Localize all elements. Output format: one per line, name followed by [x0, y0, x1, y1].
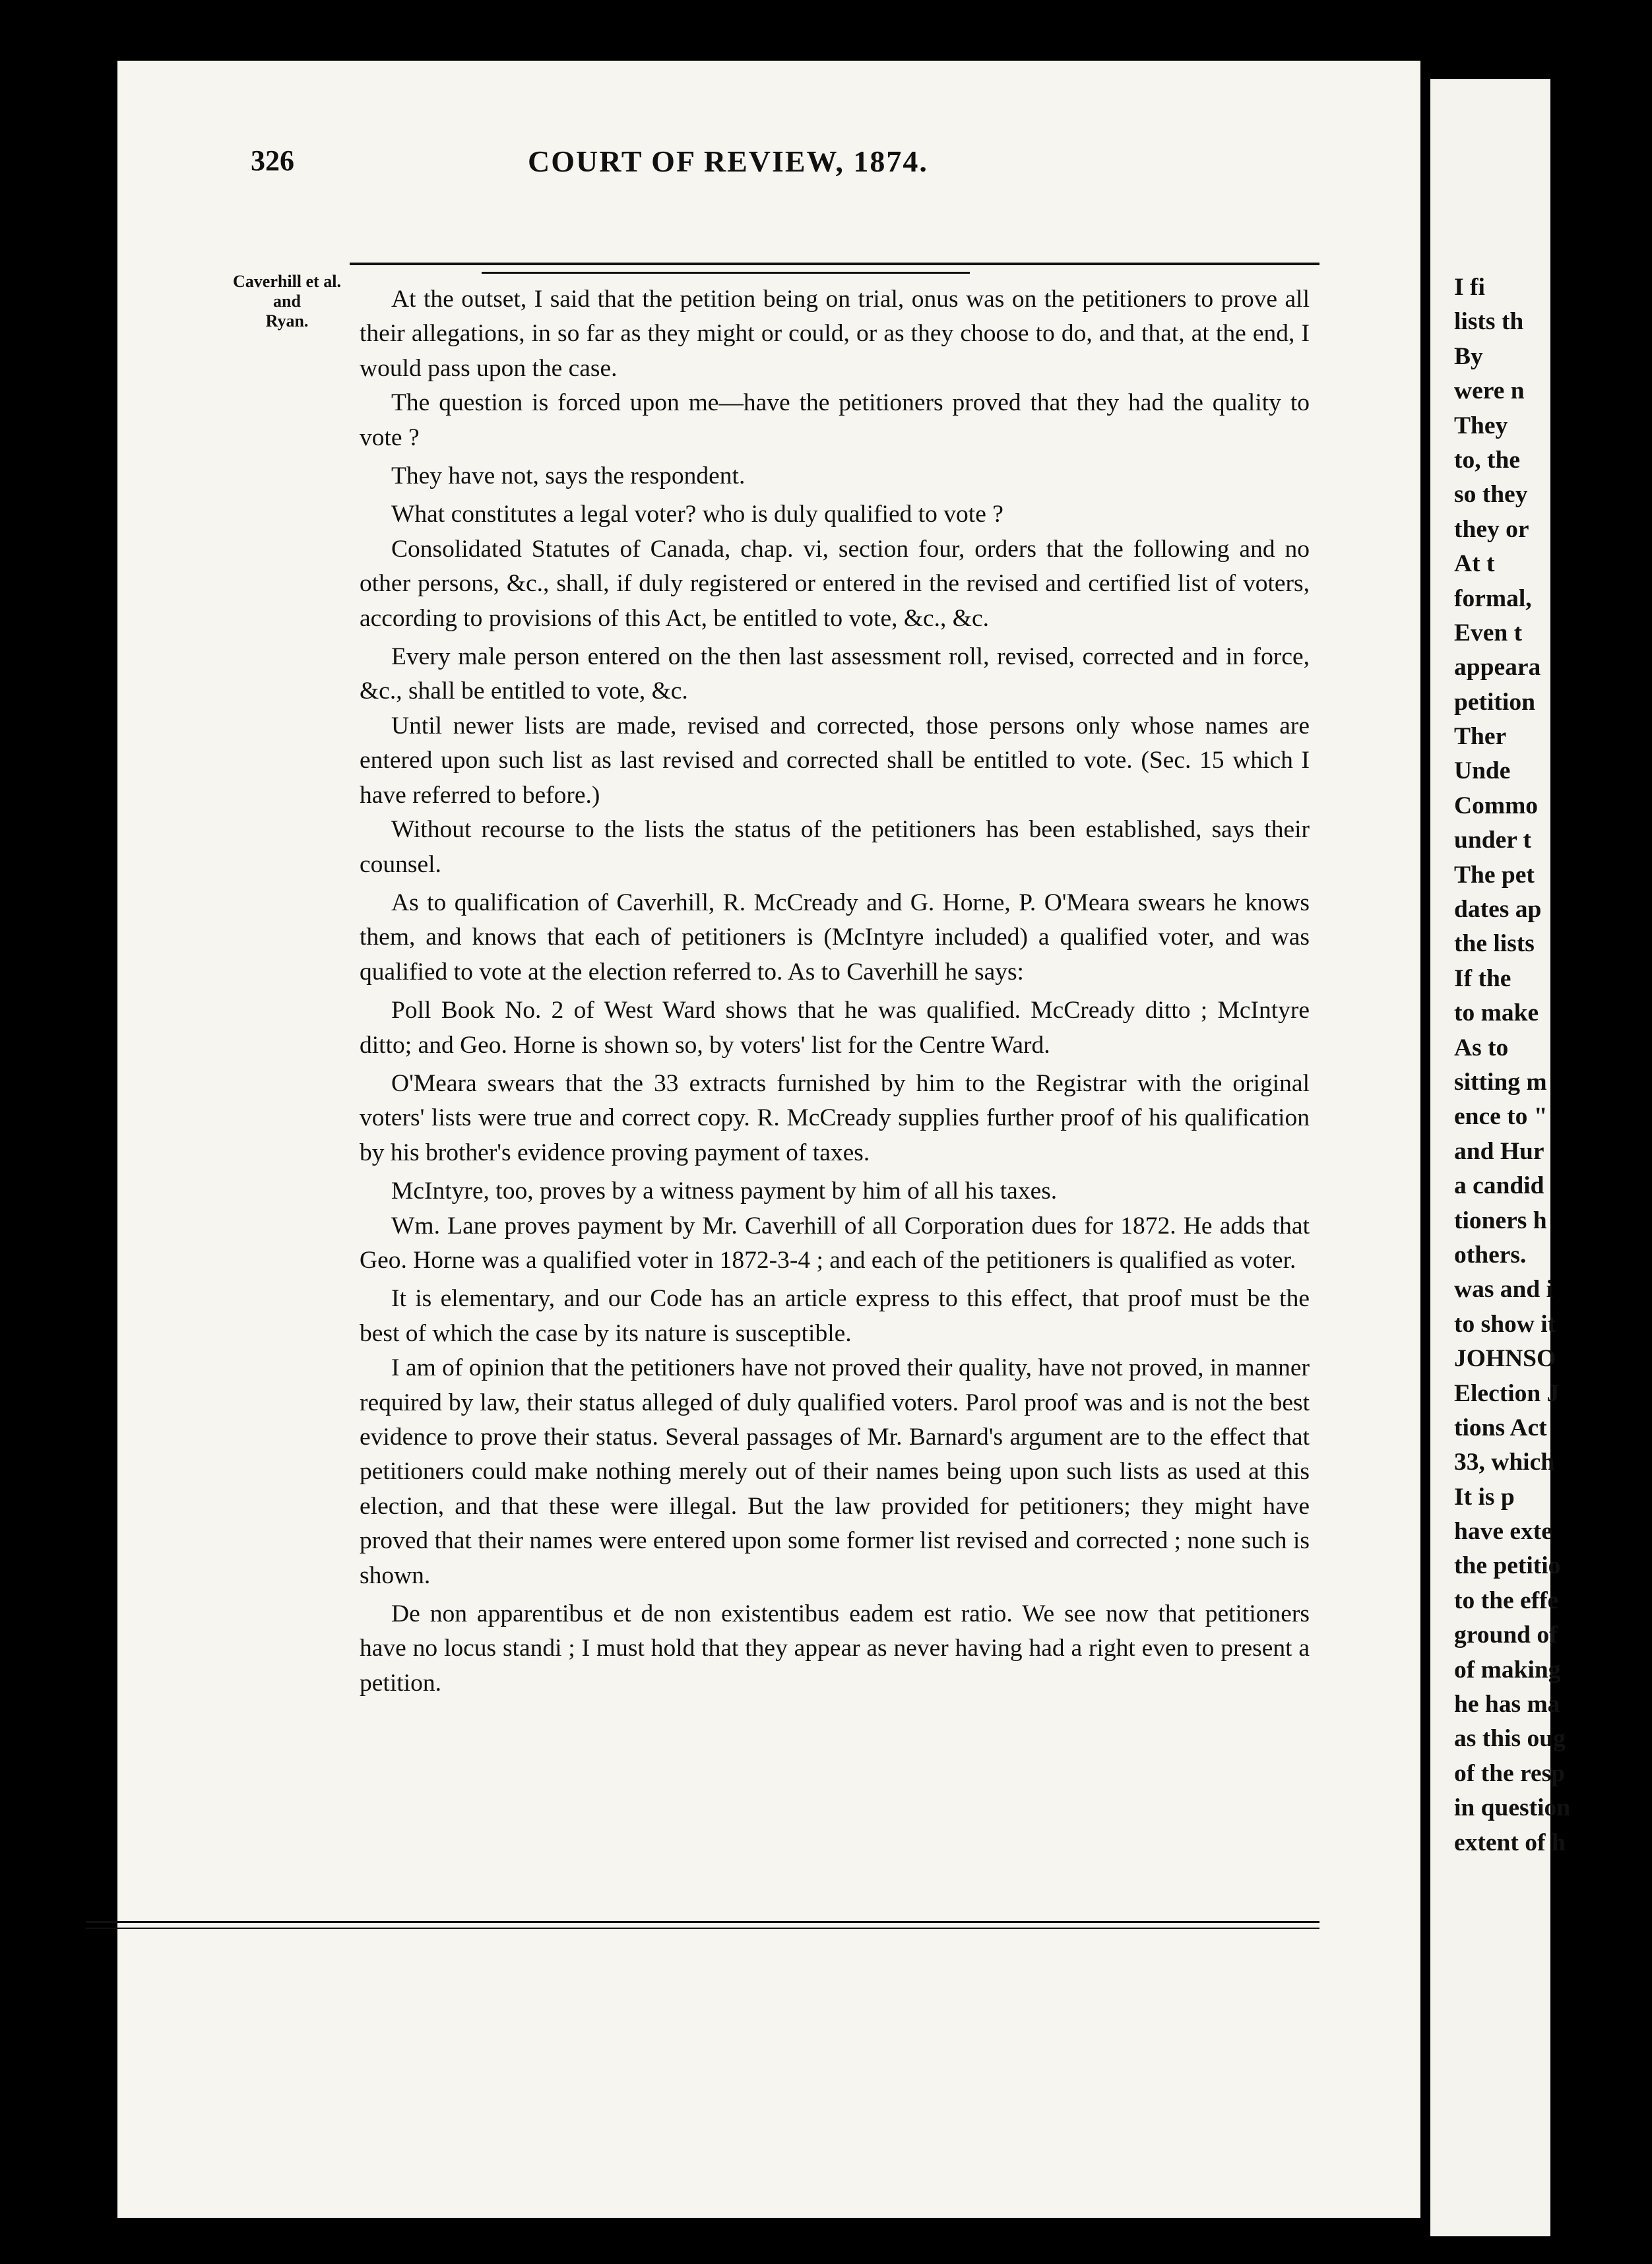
adjacent-page-line: 33, which [1454, 1449, 1555, 1476]
case-sidenote [218, 272, 356, 331]
adjacent-page-line: of making [1454, 1656, 1561, 1683]
adjacent-page-line: to show it [1454, 1310, 1556, 1338]
header-rule-lower [482, 272, 970, 274]
adjacent-page-line: I fi [1454, 274, 1485, 301]
page-right-fragment [1430, 79, 1571, 2236]
adjacent-page-line: to the effe [1454, 1587, 1559, 1614]
paragraph: It is elementary, and our Code has an article express to this effect, that proof must be the best of which the case by its nature is susceptible. [360, 1285, 1310, 1347]
adjacent-page-line: ground of [1454, 1621, 1558, 1649]
adjacent-page-line: By [1454, 342, 1483, 370]
adjacent-page-line: They [1454, 412, 1508, 439]
adjacent-page-line: formal, [1454, 584, 1532, 612]
adjacent-page-line: sitting m [1454, 1068, 1547, 1096]
adjacent-page-line: appeara [1454, 654, 1541, 681]
running-title: COURT OF REVIEW, 1874. [528, 144, 928, 178]
adjacent-page-line: was and i [1454, 1276, 1554, 1304]
adjacent-page-line: the lists [1454, 930, 1535, 958]
paragraph: De non apparentibus et de non existentibus eadem est ratio. We see now that petitioners have no locus standi ; I must hold that they appear as never having had a right even to present a petition. [360, 1600, 1310, 1697]
adjacent-page-line: extent of h [1454, 1829, 1566, 1856]
adjacent-page-line: tions Act [1454, 1414, 1547, 1441]
adjacent-page-line: petition [1454, 688, 1535, 716]
adjacent-page-line: so they [1454, 481, 1528, 509]
adjacent-page-line: others. [1454, 1241, 1527, 1269]
adjacent-page-line: Ther [1454, 723, 1507, 751]
adjacent-page-line: he has ma [1454, 1691, 1560, 1718]
footer-rule [86, 1921, 1319, 1923]
footer-rule-lower [86, 1928, 1319, 1929]
paragraph: They have not, says the respondent. [391, 462, 746, 490]
sidenote-line: Caverhill et al. [233, 272, 341, 291]
paragraph: Without recourse to the lists the status of the petitioners has been established, says their counsel. [360, 816, 1310, 878]
paragraph: As to qualification of Caverhill, R. McCready and G. Horne, P. O'Meara swears he knows them, and knows that each of petitioners is (McIntyre included) a qualified voter, and was qualified to vote at the election referred to. As to Caverhill he says: [360, 889, 1310, 986]
adjacent-page-line: JOHNSO [1454, 1345, 1556, 1373]
adjacent-page-line: have exte [1454, 1518, 1552, 1546]
paragraph: Every male person entered on the then last assessment roll, revised, corrected and in force, &c., shall be entitled to vote, &c. [360, 643, 1310, 705]
adjacent-page-line: a candid [1454, 1172, 1544, 1200]
paragraph: I am of opinion that the petitioners have not proved their quality, have not proved, in manner required by law, their status alleged of duly qualified voters. Parol proof was and is not the best evidence to prove their status. Several passages of Mr. Barnard's argument are to the effect that petitioners could make nothing merely out of their names being upon such lists as used at this election, and that these were illegal. But the law provided for petitioners; they might have proved that their names were entered upon some former list revised and corrected ; none such is shown. [360, 1354, 1310, 1589]
adjacent-page-line: dates ap [1454, 896, 1542, 924]
adjacent-page-line: the petitio [1454, 1552, 1561, 1580]
paragraph: Wm. Lane proves payment by Mr. Caverhill of all Corporation dues for 1872. He adds that Geo. Horne was a qualified voter in 1872-3-4 ; and each of the petitioners is qualified as voter. [360, 1212, 1310, 1274]
adjacent-page-line: in question [1454, 1794, 1571, 1822]
adjacent-page-line: As to [1454, 1034, 1509, 1061]
adjacent-page-line: lists th [1454, 308, 1524, 336]
paragraph: What constitutes a legal voter? who is duly qualified to vote ? [391, 501, 1003, 528]
paragraph: Consolidated Statutes of Canada, chap. vi, section four, orders that the following and no other persons, &c., shall, if duly registered or entered in the revised and certified list of voters, according to provisions of this Act, be entitled to vote, &c., &c. [360, 535, 1310, 632]
adjacent-page-line: At t [1454, 550, 1495, 578]
header-rule [350, 263, 1319, 265]
adjacent-page-line: of the resp [1454, 1759, 1566, 1787]
page-number: 326 [251, 144, 294, 177]
paragraph: Until newer lists are made, revised and corrected, those persons only whose names are entered upon such list as last revised and corrected shall be entitled to vote. (Sec. 15 which I have referred to before.) [360, 712, 1310, 809]
adjacent-page-line: Election J [1454, 1379, 1560, 1407]
paragraph: At the outset, I said that the petition being on trial, onus was on the petitioners to prove all their allegations, in so far as they might or could, or as they choose to do, and that, at the end, I would pass upon the case. [360, 286, 1310, 382]
adjacent-page-line: as this oug [1454, 1725, 1566, 1753]
adjacent-page-line: Unde [1454, 757, 1511, 785]
adjacent-page-line: under t [1454, 827, 1532, 854]
body-text [360, 282, 1310, 1701]
adjacent-page-line: Commo [1454, 792, 1539, 819]
adjacent-page-line: Even t [1454, 619, 1523, 646]
adjacent-page-text [1454, 270, 1652, 1860]
adjacent-page-line: If the [1454, 964, 1511, 992]
adjacent-page-line: were n [1454, 377, 1525, 405]
adjacent-page-line: to make [1454, 999, 1539, 1027]
adjacent-page-line: The pet [1454, 861, 1535, 889]
adjacent-page-line: and Hur [1454, 1137, 1544, 1165]
adjacent-page-line: tioners h [1454, 1207, 1547, 1234]
sidenote-line: and [273, 292, 301, 311]
paragraph: The question is forced upon me—have the petitioners proved that they had the quality to vote ? [360, 389, 1310, 451]
adjacent-page-line: to, the [1454, 446, 1520, 474]
sidenote-line: Ryan. [265, 311, 309, 330]
paragraph: O'Meara swears that the 33 extracts furnished by him to the Registrar with the original voters' lists were true and correct copy. R. McCready supplies further proof of his qualification by his brother's evidence proving payment of taxes. [360, 1069, 1310, 1166]
page-header [251, 144, 1306, 203]
adjacent-page-line: ence to " [1454, 1103, 1548, 1131]
paragraph: Poll Book No. 2 of West Ward shows that he was qualified. McCready ditto ; McIntyre ditto; and Geo. Horne is shown so, by voters' list for the Centre Ward. [360, 997, 1310, 1059]
adjacent-page-line: they or [1454, 515, 1529, 543]
paragraph: McIntyre, too, proves by a witness payment by him of all his taxes. [391, 1178, 1058, 1205]
adjacent-page-line: It is p [1454, 1483, 1515, 1511]
